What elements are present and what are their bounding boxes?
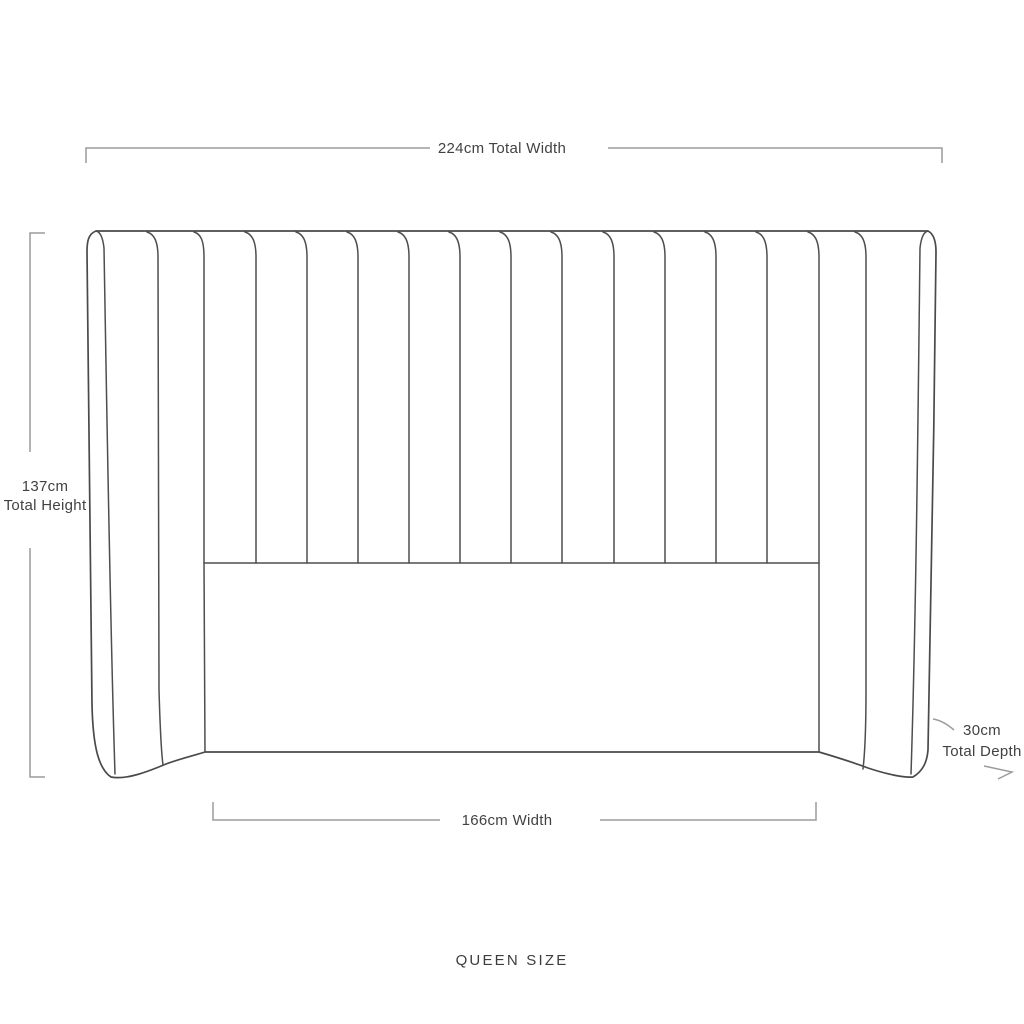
channel-seam-lines bbox=[245, 232, 767, 563]
total-depth-arrow bbox=[984, 766, 1012, 779]
width-label: 166cm Width bbox=[461, 812, 553, 829]
total-height-caption: Total Height bbox=[3, 497, 87, 514]
total-height-value: 137cm bbox=[21, 478, 69, 495]
total-height-label bbox=[0, 477, 96, 515]
wing-roll-lines bbox=[96, 231, 928, 774]
total-width-label: 224cm Total Width bbox=[437, 140, 567, 157]
total-depth-value: 30cm bbox=[963, 722, 1001, 739]
total-depth-label bbox=[932, 720, 1024, 762]
wing-corner-seams bbox=[194, 232, 819, 752]
total-depth-caption: Total Depth bbox=[942, 743, 1022, 760]
wing-channel-seams bbox=[147, 232, 866, 769]
size-title: QUEEN SIZE bbox=[455, 952, 569, 969]
